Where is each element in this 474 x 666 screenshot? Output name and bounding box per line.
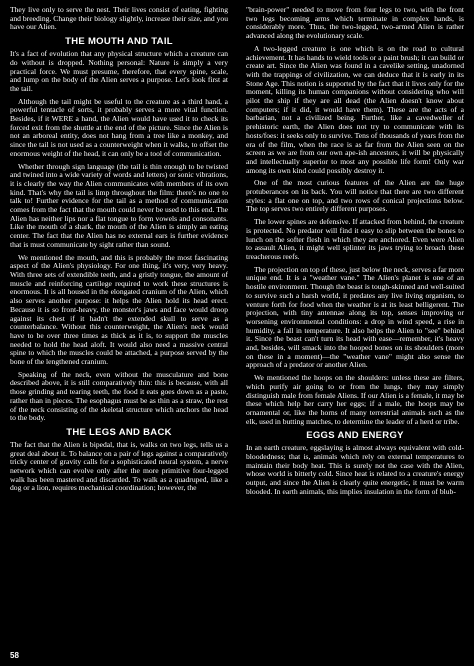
- left-column: [10, 6, 228, 648]
- text-columns: [10, 6, 464, 648]
- body-paragraph: Although the tail might be useful to the creature as a third hand, a powerful tentacle of sorts, it probably serves a more vital function. Besides, if it WERE a hand, the Alien would have used it to check its forced exit from the shuttle at the end of the picture. Since the Alien is not an arboreal entity, does not hang from a tree like a monkey, and since the tail is not used as a counterweight when it walks, to offset the enormous weight of the head, it can only be a tool of communication.: [10, 96, 228, 158]
- body-paragraph: It's a fact of evolution that any physical structure which a creature can do without is dropped. Nothing personal: Nature is simply a very practical force. We must presume, therefore, that every spine, scale, and lump on the body of the Alien serves a purpose. Let's look first at the tail.: [10, 49, 228, 93]
- body-paragraph: We mentioned the hoops on the shoulders: unless these are filters, which purify air going to or from the lungs, they may simply distinguish male from female Aliens. If our Alien is a female, it may be these which help her carry her eggs; if a male, the hoops may be ornamental or, like the horns of many terrestrial animals such as the elk, used in butting matches, to determine the leader of a herd or tribe.: [246, 373, 464, 426]
- body-paragraph: We mentioned the mouth, and this is probably the most fascinating aspect of the Alien's physiology. For one thing, it's very, very heavy. With three sets of extendible teeth, and a gristly tongue, the amount of muscle and reinforcing cartilege required to work these structures is enormous. It is all housed in the elongated cranium of the Alien, which also serves another purpose: it helps the Alien hold its head erect. Because it is so front-heavy, the monster's jaws and face would droop against its chest if it hadn't the extended skull to serve as a counterbalance. Without this counterweight, the Alien's neck would have to be over three times as thick as it is, to support the muscles needed to hold the head aloft. It would also need a massive central spine to which the muscles could be attached, a purpose served by the bone of the lengthened cranium.: [10, 252, 228, 367]
- body-paragraph: The lower spines are defensive. If attacked from behind, the creature is protected. No predator will find it easy to slip between the bones to lunch on the softer flesh in which they are anchored. Even were Alien to assault Alien, it might well splinter its jaws trying to broach these treacherous reefs.: [246, 217, 464, 261]
- body-paragraph: Speaking of the neck, even without the musculature and bone described above, it is still comparatively thin: this is because, with all those grinding and tearing teeth, the food it eats goes down as a paste, rather than in pieces. The esophagus must be as thin as a straw, the rest of the neck consisting of the skeletal structure which anchors the head to the body.: [10, 369, 228, 423]
- body-paragraph: The fact that the Alien is bipedal, that is, walks on two legs, tells us a great deal about it. To balance on a pair of legs against a comparatively tricky center of gravity calls for a sophisticated neural system, a nerve network which can evolve only after the more primitive four-legged walk has been mastered and discarded. To walk as a quadruped, like a dog or a lion, requires mechanical coordination; however, the: [10, 439, 228, 493]
- body-paragraph: Whether through sign language (the tail is thin enough to be twisted and twined into a wide variety of words and letters) or sonic vibrations, it is clearly the way the Alien communicates with members of its own kind. That's why the tail is limp throughout the film: there's no one to talk to! Further evidence for the tail as a method of communication comes from the fact that the mouth could never be used to this end. The Alien has neither lips nor a flat tongue to form vowels and consonants. Like the mouth of a shark, the mouth of the Alien is simply an eating center. The fact that the Alien has no external ears is further evidence that is must communicate by sight rather than sound.: [10, 161, 228, 249]
- intro-paragraph: They live only to serve the nest. Their lives consist of eating, fighting and breeding. Change their biology slightly, increase their size, and you have our Alien.: [10, 6, 228, 32]
- section-heading-mouth-and-tail: THE MOUTH AND TAIL: [65, 36, 173, 48]
- section-heading-eggs-and-energy: EGGS AND ENERGY: [306, 430, 404, 442]
- section-heading-legs-and-back: THE LEGS AND BACK: [66, 426, 172, 438]
- body-paragraph: A two-legged creature is one which is on the road to cultural achievement. It has hands to wield tools or a paint brush; it can build or create art. Since the Alien was found in a cavelike setting, unadorned with the trappings of civilization, we can deduce that it is early in its Stone Age. This notion is supported by the fact that it lives only for the moment, killing its human companions without considering who will pilot the ship if they are all dead (the Alien doesn't know about computers; if it did, it would have them). These are the acts of a barbarian, not a civilized being. Further, like a cavedweller of prehistoric earth, the Alien does not try to communicate with its hosts/foes: it seeks only to survive. Tens of thousands of years from the era of the film, when the race is as far from the Alien seen on the screen as we are from our own ape-ish ancestors, it will be physically and intellectually superior to most any possible life form! Only war among its own kind could possibly destroy it.: [246, 43, 464, 175]
- body-paragraph: The projection on top of these, just below the neck, serves a far more unique end. It is a "weather vane." The Alien's planet is one of an hostile environment. Though the beast is tough-skinned and well-suited to survive such a harsh world, it predates any live living organism, to venture forth for food when the weather is at its least belligerent. The projection, with tiny antennae along its top, senses improving or worsening environmental conditions: a drop in wind speed, a rise in humidity, a fall in temperature. It also helps the Alien to "see" behind it. Since the beast can't turn its head with ease—remember, it's heavy and, besides, will smack into the hooped bones on its shoulders (more on these in a moment)—the "weather vane" might also sense the approach of a predator or another Alien.: [246, 264, 464, 370]
- page-number: 58: [10, 651, 19, 660]
- body-paragraph: "brain-power" needed to move from four legs to two, with the front two legs becoming arms which terminate in complex hands, is considerably more. Thus, the two-legged, two-armed Alien is rather advanced along the evolutionary scale.: [246, 6, 464, 41]
- right-column: [246, 6, 464, 648]
- body-paragraph: In an earth creature, eggslaying is almost always equivalent with cold-bloodedness; that is, animals which rely on external temperatures to maintain their body heat. This is surely not the case with the Alien, whose world is bitterly cold. Since heat is related to a creature's energy output, and since the Alien is clearly quite energetic, it must be warm blooded. In earth animals, this implies insulation in the form of blub-: [246, 443, 464, 496]
- body-paragraph: One of the most curious features of the Alien are the huge protuberances on its back. You will notice that there are two different styles: a flat one on top, and two rows of conical projections below. The top serves two entirely different purposes.: [246, 178, 464, 214]
